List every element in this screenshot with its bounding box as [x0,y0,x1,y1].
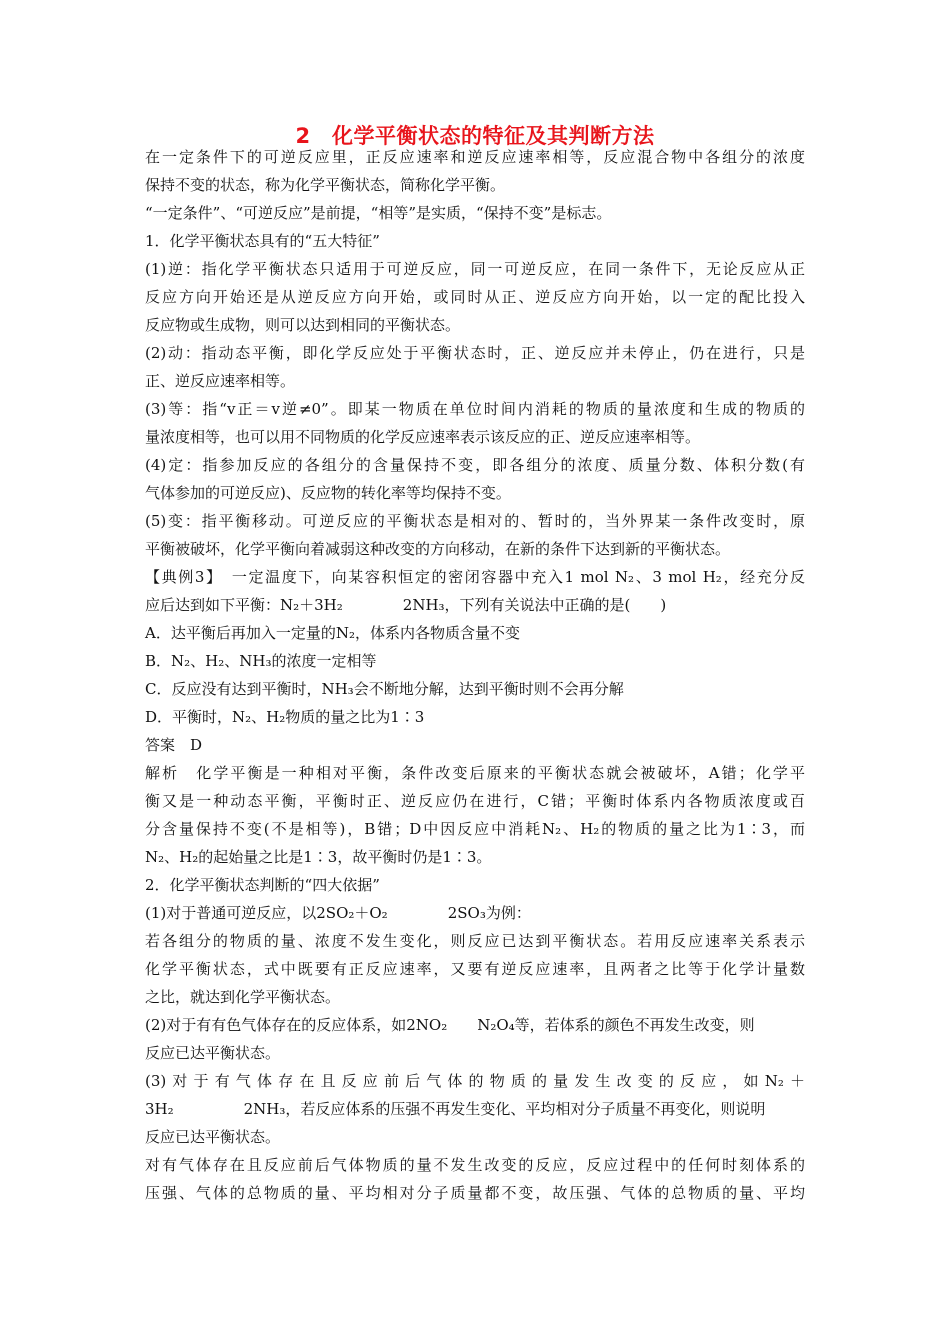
text-line: (5)变：指平衡移动。可逆反应的平衡状态是相对的、暂时的，当外界某一条件改变时，原 [145,512,805,530]
equation-left: (2)对于有有色气体存在的反应体系，如2NO₂ [145,1016,448,1034]
equation-right: 2NH₃，下列有关说法中正确的是( ) [402,596,667,614]
text-line: 气体参加的可逆反应)、反应物的转化率等均保持不变。 [145,484,511,502]
analysis-line: N₂、H₂的起始量之比是1∶3，故平衡时仍是1∶3。 [145,848,492,866]
text-line-equation [145,1015,755,1035]
page-title: 2 化学平衡状态的特征及其判断方法 [295,124,655,148]
section-heading: 2．化学平衡状态判断的“四大依据” [145,876,380,894]
text-line-equation [145,1099,765,1119]
equation-right: 2SO₃为例： [447,904,531,922]
text-line: (3)对于有气体存在且反应前后气体的物质的量发生改变的反应，如N₂＋ [145,1072,805,1090]
text-line: 保持不变的状态，称为化学平衡状态，简称化学平衡。 [145,176,506,194]
text-line: 反应方向开始还是从逆反应方向开始，或同时从正、逆反应方向开始，以一定的配比投入 [145,288,805,306]
section-heading: 1．化学平衡状态具有的“五大特征” [145,232,380,250]
text-line: (4)定：指参加反应的各组分的含量保持不变，即各组分的浓度、质量分数、体积分数(有 [145,456,805,474]
text-line: 化学平衡状态，式中既要有正反应速率，又要有逆反应速率，且两者之比等于化学计量数 [145,960,805,978]
equation-right: 2NH₃，若反应体系的压强不再发生变化、平均相对分子质量不再变化，则说明 [243,1100,766,1118]
text-line: (3)等：指“v正＝v逆≠0”。即某一物质在单位时间内消耗的物质的量浓度和生成的物质的 [145,400,805,418]
text-line: “一定条件”、“可逆反应”是前提，“相等”是实质，“保持不变”是标志。 [145,204,612,222]
example-heading: 【典例3】 一定温度下，向某容积恒定的密闭容器中充入1 mol N₂、3 mol H₂，经充分反 [145,568,805,586]
text-line: 量浓度相等，也可以用不同物质的化学反应速率表示该反应的正、逆反应速率相等。 [145,428,701,446]
equation-left: 应后达到如下平衡：N₂＋3H₂ [145,596,343,614]
analysis-line: 衡又是一种动态平衡，平衡时正、逆反应仍在进行，C错；平衡时体系内各物质浓度或百 [145,792,805,810]
equation-right: N₂O₄等，若体系的颜色不再发生改变，则 [477,1016,755,1034]
equation-left: (1)对于普通可逆反应，以2SO₂＋O₂ [145,904,388,922]
option-b: B．N₂、H₂、NH₃的浓度一定相等 [145,652,377,670]
text-line-equation [145,903,531,923]
text-line: 之比，就达到化学平衡状态。 [145,988,341,1006]
equation-left: 3H₂ [145,1100,174,1118]
text-line: 若各组分的物质的量、浓度不发生变化，则反应已达到平衡状态。若用反应速率关系表示 [145,932,805,950]
text-line: 平衡被破坏，化学平衡向着减弱这种改变的方向移动，在新的条件下达到新的平衡状态。 [145,540,731,558]
analysis-line: 解析 化学平衡是一种相对平衡，条件改变后原来的平衡状态就会被破坏，A错；化学平 [145,764,805,782]
text-line: 对有气体存在且反应前后气体物质的量不发生改变的反应，反应过程中的任何时刻体系的 [145,1156,805,1174]
answer-line: 答案 D [145,736,203,754]
text-line: 正、逆反应速率相等。 [145,372,296,390]
text-line: 在一定条件下的可逆反应里，正反应速率和逆反应速率相等，反应混合物中各组分的浓度 [145,148,805,166]
text-line: 反应已达平衡状态。 [145,1128,281,1146]
analysis-line: 分含量保持不变(不是相等)，B错；D中因反应中消耗N₂、H₂的物质的量之比为1∶3，而 [145,820,805,838]
text-line: 压强、气体的总物质的量、平均相对分子质量都不变，故压强、气体的总物质的量、平均 [145,1184,805,1202]
text-line: (1)逆：指化学平衡状态只适用于可逆反应，同一可逆反应，在同一条件下，无论反应从正 [145,260,805,278]
option-d: D．平衡时，N₂、H₂物质的量之比为1∶3 [145,708,425,726]
text-line: 反应已达平衡状态。 [145,1044,281,1062]
text-line: (2)动：指动态平衡，即化学反应处于平衡状态时，正、逆反应并未停止，仍在进行，只是 [145,344,805,362]
option-c: C．反应没有达到平衡时，NH₃会不断地分解，达到平衡时则不会再分解 [145,680,624,698]
text-line: 反应物或生成物，则可以达到相同的平衡状态。 [145,316,461,334]
option-a: A．达平衡后再加入一定量的N₂，体系内各物质含量不变 [145,624,520,642]
text-line-equation [145,595,666,615]
